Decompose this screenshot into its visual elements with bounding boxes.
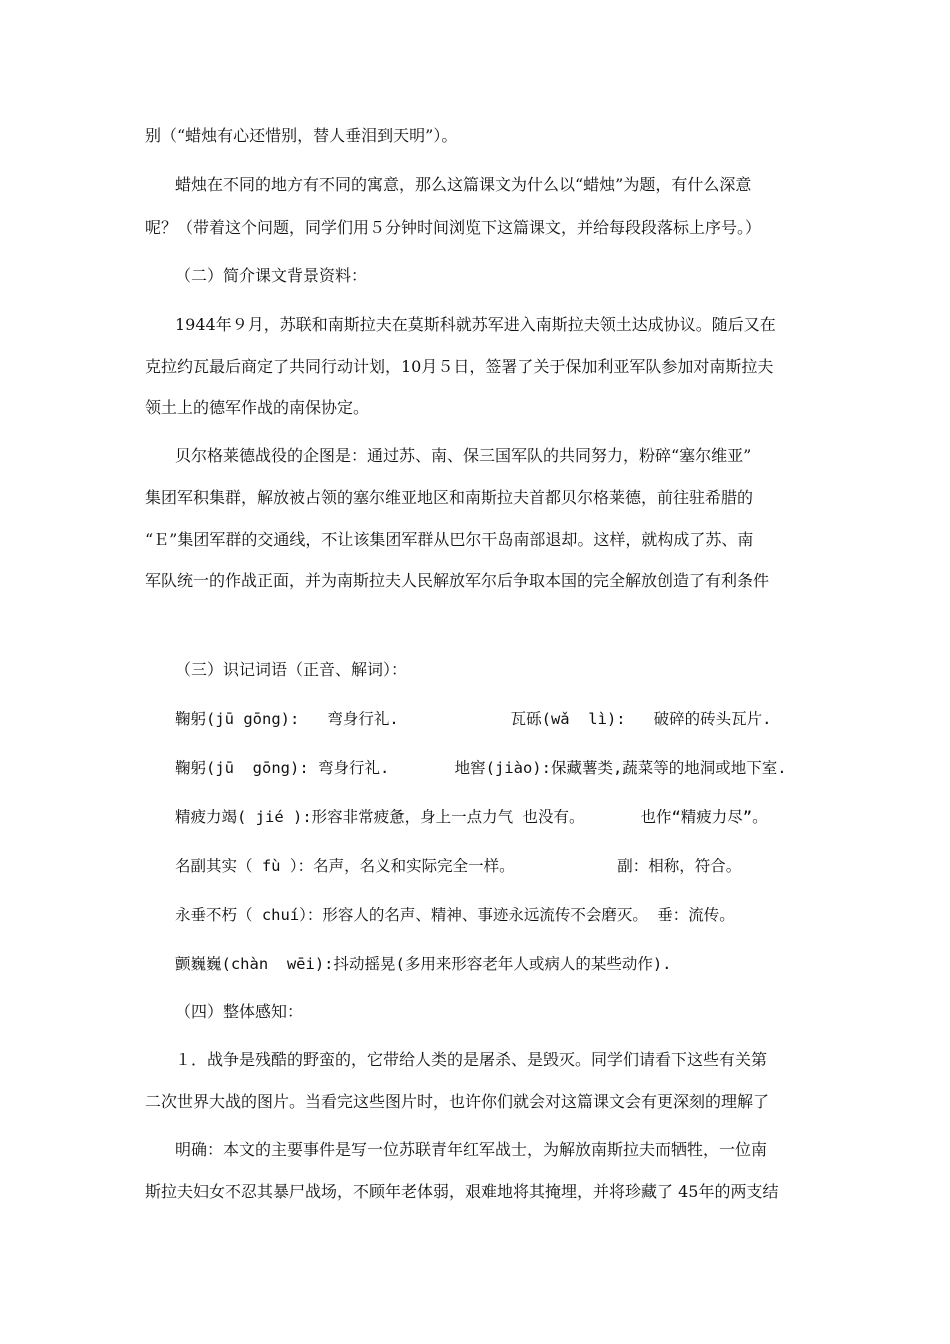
paragraph-line: 明确：本文的主要事件是写一位苏联青年红军战士，为解放南斯拉夫而牺牲，一位南 xyxy=(175,1140,768,1159)
section-heading: （四）整体感知： xyxy=(175,1002,304,1021)
paragraph-line: 蜡烛在不同的地方有不同的寓意，那么这篇课文为什么以“蜡烛”为题，有什么深意 xyxy=(175,175,752,194)
paragraph-line: 斯拉夫妇女不忍其暴尸战场，不顾年老体弱，艰难地将其掩埋，并将珍藏了 45年的两支结 xyxy=(145,1182,779,1201)
paragraph-line: 1944年９月，苏联和南斯拉夫在莫斯科就苏军进入南斯拉夫领土达成协议。随后又在 xyxy=(175,315,776,334)
paragraph-line: 军队统一的作战正面，并为南斯拉夫人民解放军尔后争取本国的完全解放创造了有利条件 xyxy=(145,571,770,590)
paragraph-line: 二次世界大战的图片。当看完这些图片时，也许你们就会对这篇课文会有更深刻的理解了 xyxy=(145,1092,770,1111)
paragraph-line: “Ｅ”集团军群的交通线，不让该集团军群从巴尔干岛南部退却。这样，就构成了苏、南 xyxy=(145,530,754,549)
vocab-line: 永垂不朽（ chuí）：形容人的名声、精神、事迹永远流传不会磨灭。 垂：流传。 xyxy=(175,906,735,924)
paragraph-line: 领土上的德军作战的南保协定。 xyxy=(145,398,370,417)
paragraph-line: １．战争是残酷的野蛮的，它带给人类的是屠杀、是毁灭。同学们请看下这些有关第 xyxy=(175,1050,768,1069)
paragraph-line: 集团军积集群，解放被占领的塞尔维亚地区和南斯拉夫首都贝尔格莱德，前往驻希腊的 xyxy=(145,488,754,507)
vocab-line: 精疲力竭( jié ):形容非常疲惫，身上一点力气 也没有。 也作“精疲力尽”。 xyxy=(175,808,768,826)
paragraph-line: 别（“蜡烛有心还惜别，替人垂泪到天明”）。 xyxy=(145,126,458,145)
vocab-line: 鞠躬(jū gōng): 弯身行礼. 瓦砾(wǎ lì): 破碎的砖头瓦片. xyxy=(175,710,772,728)
section-heading: （二）简介课文背景资料： xyxy=(175,266,368,285)
paragraph-line: 呢？（带着这个问题，同学们用５分钟时间浏览下这篇课文，并给每段段落标上序号。） xyxy=(145,218,762,237)
paragraph-line: 克拉约瓦最后商定了共同行动计划，10月５日，签署了关于保加利亚军队参加对南斯拉夫 xyxy=(145,357,774,376)
vocab-line: 鞠躬(jū gōng): 弯身行礼. 地窖(jiào):保藏薯类,蔬菜等的地洞或地下室. xyxy=(175,759,787,777)
paragraph-line: 贝尔格莱德战役的企图是：通过苏、南、保三国军队的共同努力，粉碎“塞尔维亚” xyxy=(175,446,752,465)
vocab-line: 颤巍巍(chàn wēi):抖动摇晃(多用来形容老年人或病人的某些动作). xyxy=(175,955,672,973)
vocab-line: 名副其实（ fù ）：名声，名义和实际完全一样。 副：相称，符合。 xyxy=(175,857,742,875)
section-heading: （三）识记词语（正音、解词）： xyxy=(175,660,408,679)
